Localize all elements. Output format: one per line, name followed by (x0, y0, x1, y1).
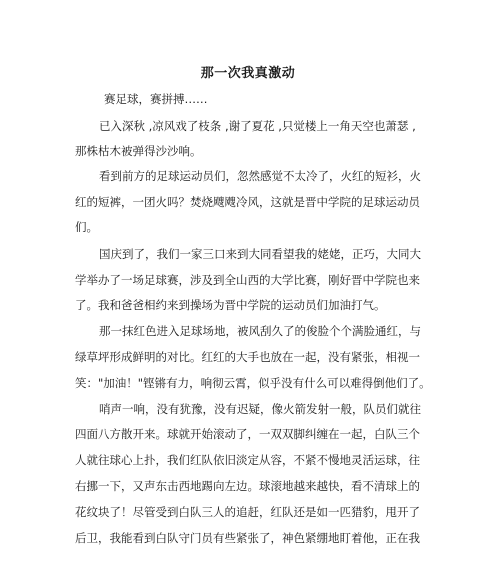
text-line: 后卫，我能看到白队守门员有些紧张了，神色紧绷地盯着他，正在我 (75, 531, 420, 545)
text-line: 四面八方散开来。球就开始滚动了，一双双脚纠缠在一起，白队三个 (75, 427, 420, 441)
text-line: 了。我和爸爸相约来到操场为晋中学院的运动员们加油打气。 (75, 298, 386, 312)
text-line: 国庆到了，我们一家三口来到大同看望我的姥姥，正巧，大同大 (99, 247, 421, 261)
article-title: 那一次我真激动 (200, 66, 296, 81)
text-line: 那株枯木被弹得沙沙响。 (75, 144, 202, 158)
text-line: 们。 (75, 220, 98, 234)
text-line: 哨声一响，没有犹豫，没有迟疑，像火箭发射一般，队员们就往 (99, 402, 421, 416)
text-line: 那一抹红色进入足球场地，被风刮久了的俊脸个个满脸通红，与 (99, 324, 421, 338)
text-line: 赛足球，赛拼搏…… (104, 92, 208, 106)
text-line: 已入深秋 ,凉风戏了枝条 ,谢了夏花 ,只觉楼上一角天空也萧瑟 , (99, 119, 416, 133)
text-line: 学举办了一场足球赛，涉及到全山西的大学比赛，刚好晋中学院也来 (75, 273, 420, 287)
text-line: 花纹块了！尽管受到白队三人的追赶，红队还是如一匹猎豹，甩开了 (75, 505, 420, 519)
text-line: 右挪一下，又声东击西地踢向左边。球滚地越来越快，看不清球上的 (75, 479, 420, 493)
text-line: 红的短裤，一团火吗？焚烧飕飕冷风，这就是晋中学院的足球运动员 (75, 195, 420, 209)
text-line: 笑："加油！"铿锵有力，响彻云霄，似乎没有什么可以难得倒他们了。 (75, 376, 431, 390)
text-line: 看到前方的足球运动员们，忽然感觉不太冷了，火红的短衫，火 (99, 169, 421, 183)
text-line: 绿草坪形成鲜明的对比。红红的大手也放在一起，没有紧张，相视一 (75, 350, 420, 364)
text-line: 人就往球心上扑，我们红队依旧淡定从容，不紧不慢地灵活运球，往 (75, 453, 420, 467)
